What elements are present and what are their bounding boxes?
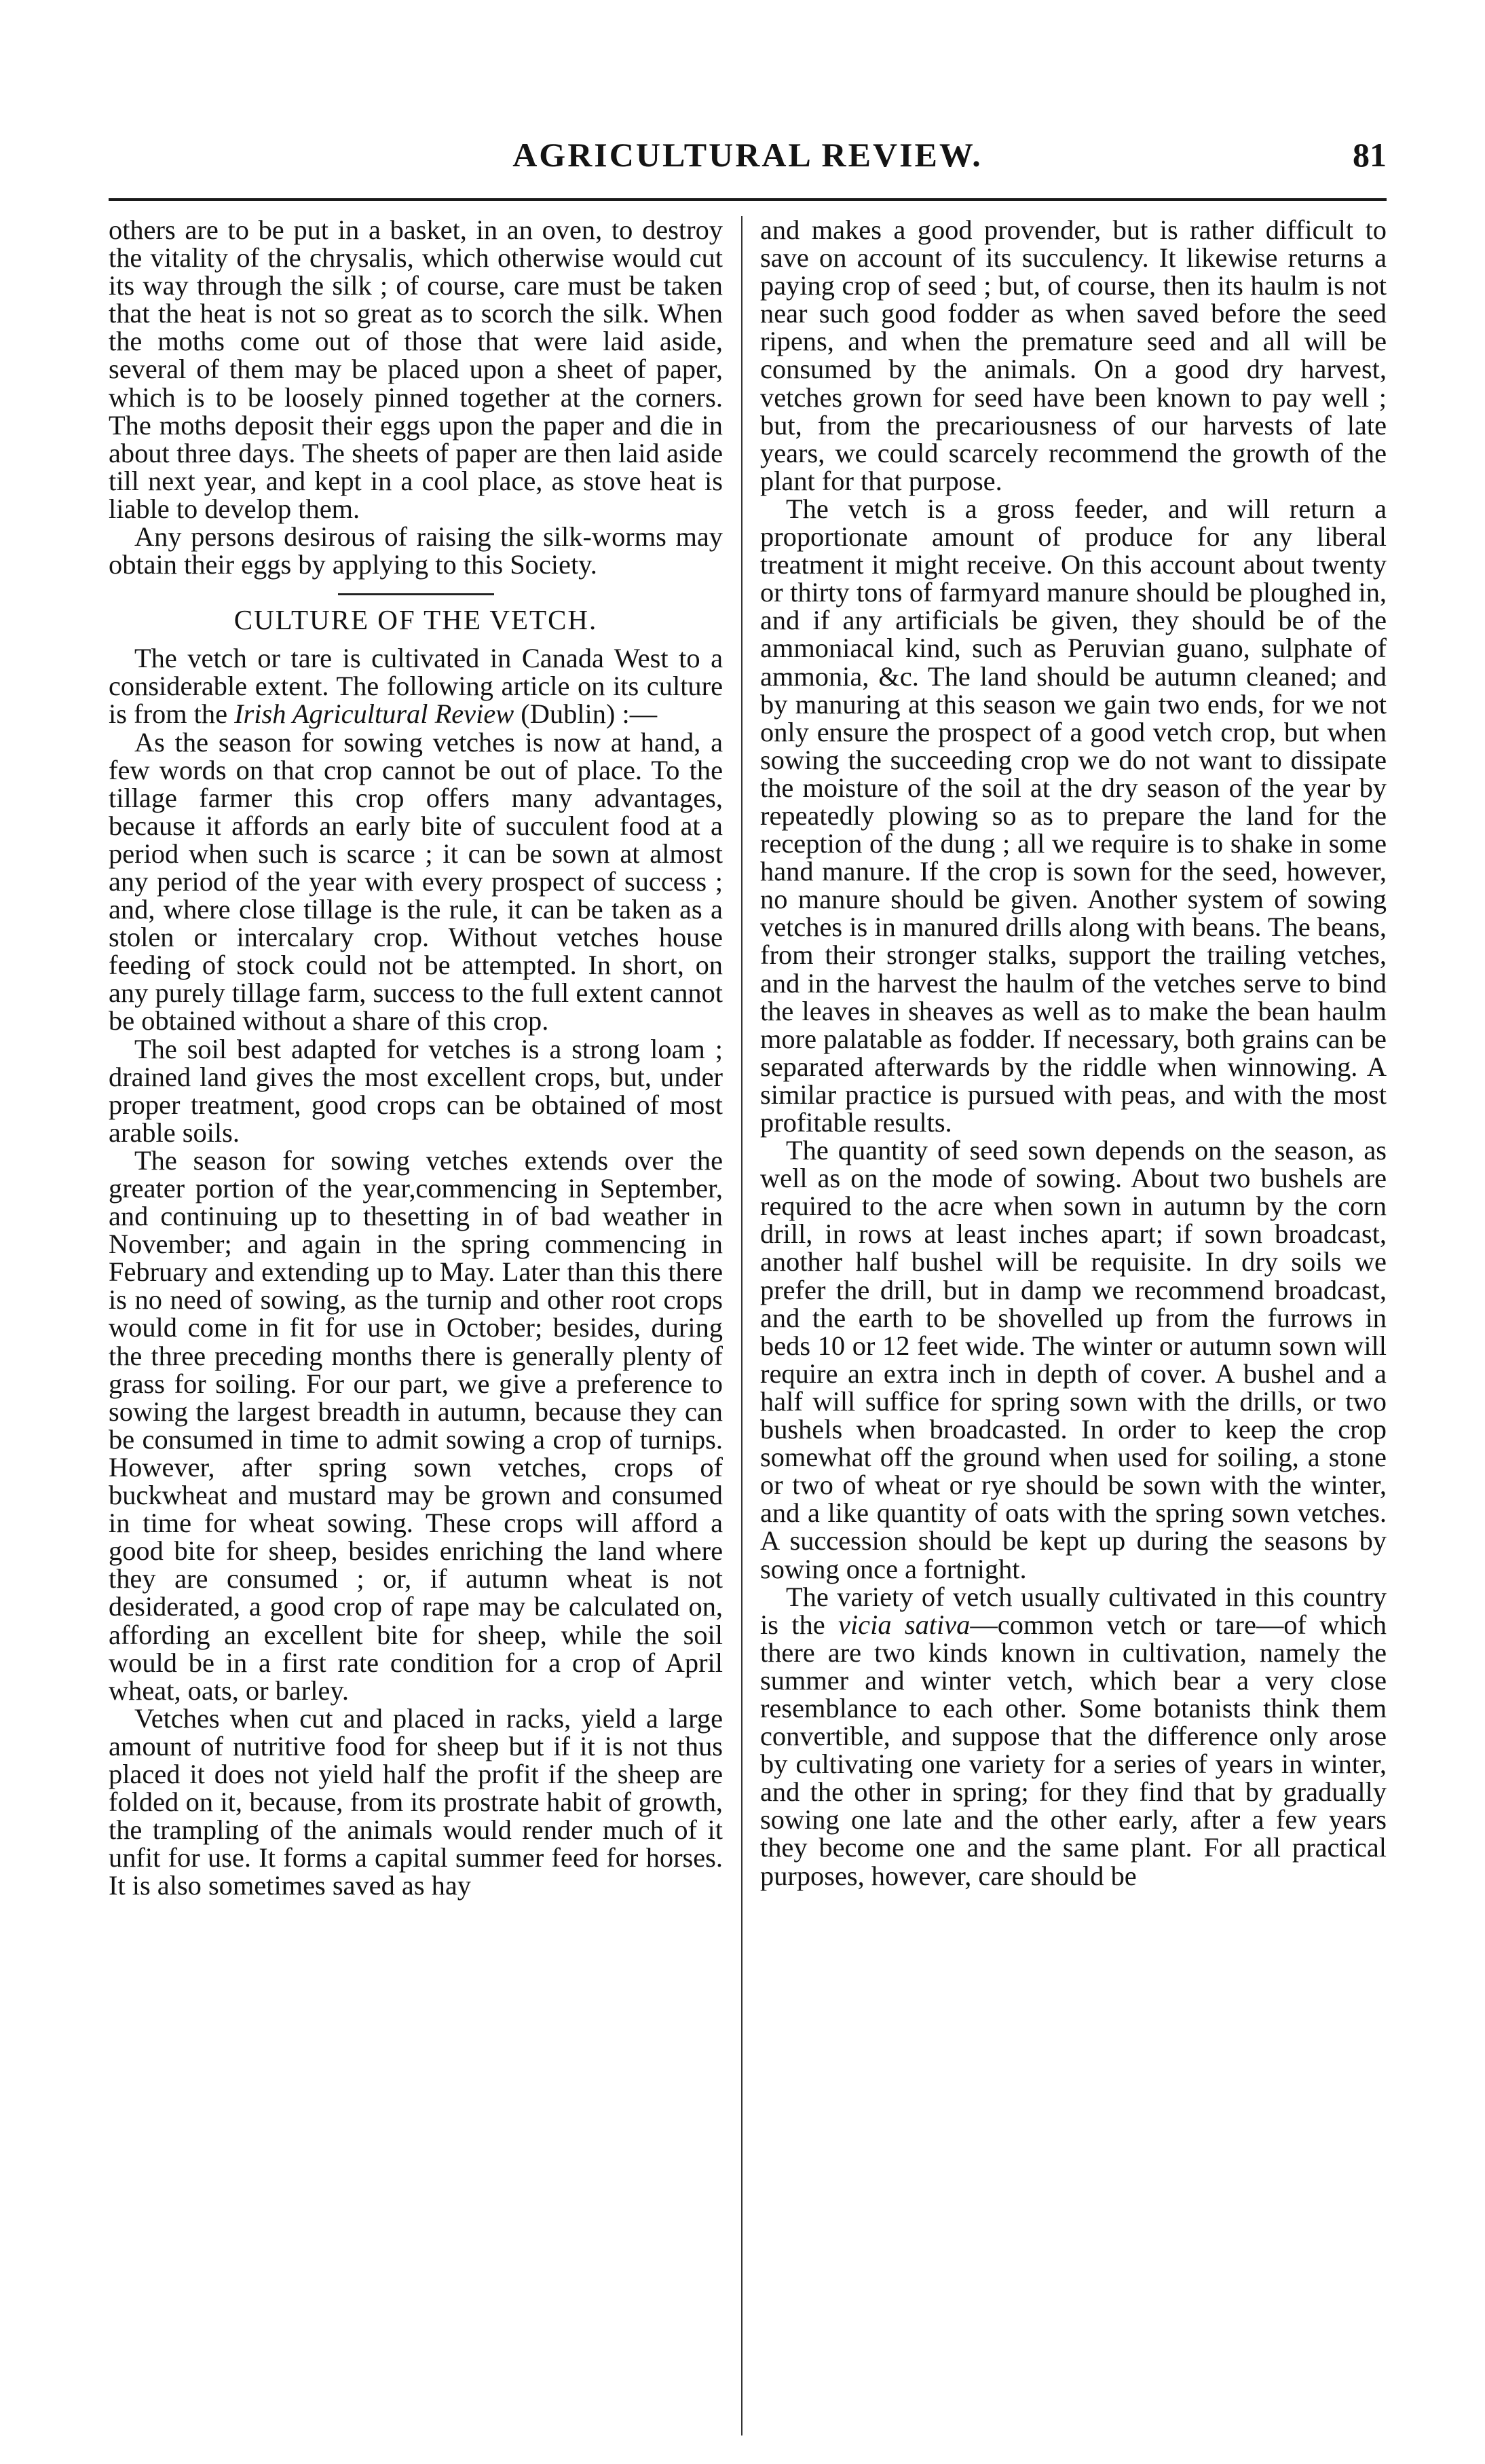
paragraph: Any persons desirous of raising the silk-worms may obtain their eggs by applying to this Society. <box>109 521 723 580</box>
variety-text: The variety of vetch usually cultivated in this country is the <box>760 1581 1387 1640</box>
source-title: Irish Agricultural Review <box>234 698 514 730</box>
column-divider <box>741 216 742 2435</box>
header-rule <box>109 198 1387 201</box>
left-column <box>109 216 723 2435</box>
intro-text-end: (Dublin) :— <box>514 698 658 730</box>
paragraph: The quantity of seed sown depends on the season, as well as on the mode of sowing. About two bushels are required to the acre when sown in autumn by the corn drill, in rows at least inches apart; if sown broadcast, another half bushel will be requisite. In dry soils we prefer the drill, but in damp we recommend broadcast, and the earth to be shovelled up from the furrows in beds 10 or 12 feet wide. The winter or autumn sown will require an extra inch in depth of cover. A bushel and a half will suffice for spring sown with the drills, or two bushels when broadcasted. In order to keep the crop somewhat off the ground when used for soiling, a stone or two of wheat or rye should be sown with the winter, and a like quantity of oats with the spring sown vetches. A succession should be kept up during the seasons by sowing once a fortnight. <box>760 1135 1387 1584</box>
running-title: AGRICULTURAL REVIEW. <box>512 136 983 174</box>
paragraph-variety <box>760 1583 1387 1890</box>
intro-text: The vetch or tare is cultivated in Canada West to a considerable extent. The following article on its culture is from the <box>109 643 723 730</box>
paragraph: The vetch is a gross feeder, and will return a proportionate amount of produce for any liberal treatment it might receive. On this account about twenty or thirty tons of farmyard manure should be ploughed in, and if any artificials be given, they should be of the ammoniacal kind, such as Peruvian guano, sulphate of ammonia, &c. The land should be autumn cleaned; and by manuring at this season we gain two ends, for we not only ensure the prospect of a good vetch crop, but when sowing the succeeding crop we do not want to dissipate the moisture of the soil at the dry season of the year by repeatedly plowing so as to prepare the land for the reception of the dung ; all we require is to shake in some hand manure. If the crop is sown for the seed, however, no manure should be given. Another system of sowing vetches is in manured drills along with beans. The beans, from their stronger stalks, support the trailing vetches, and in the harvest the haulm of the vetches serve to bind the leaves in sheaves as well as to make the bean haulm more palatable as fodder. If necessary, both grains can be separated afterwards by the riddle when winnowing. A similar practice is pursued with peas, and with the most profitable results. <box>760 493 1387 1138</box>
right-column <box>760 216 1387 2435</box>
variety-text-end: —common vetch or tare—of which there are two kinds known in cultivation, namely the summer and winter vetch, which bear a very close resemblance to each other. Some botanists think them convertible, and suppose that the difference only arose by cultivating one variety for a series of years in winter, and the other in spring; for they find that by gradually sowing one late and the other early, after a few years they become one and the same plant. For all practical purposes, however, care should be <box>760 1609 1387 1891</box>
section-divider <box>338 593 494 595</box>
paragraph: As the season for sowing vetches is now at hand, a few words on that crop cannot be out of place. To the tillage farmer this crop offers many advantages, because it affords an early bite of succulent food at a period when such is scarce ; it can be sown at almost any period of the year with every prospect of success ; and, where close tillage is the rule, it can be taken as a stolen or intercalary crop. Without vetches house feeding of stock could not be attempted. In short, on any purely tillage farm, success to the full extent cannot be obtained without a share of this crop. <box>109 726 723 1037</box>
paragraph: Vetches when cut and placed in racks, yield a large amount of nutritive food for sheep but if it is not thus placed it does not yield half the profit if the sheep are folded on it, because, from its prostrate habit of growth, the trampling of the animals would render much of it unfit for use. It forms a capital summer feed for horses. It is also sometimes saved as hay <box>109 1702 723 1901</box>
paragraph: The season for sowing vetches extends over the greater portion of the year,commencing in September, and continuing up to thesetting in of bad weather in November; and again in the spring commencing in February and extending up to May. Later than this there is no need of sowing, as the turnip and other root crops would come in fit for use in October; besides, during the three preceding months there is generally plenty of grass for soiling. For our part, we give a preference to sowing the largest breadth in autumn, because they can be consumed in time to admit sowing a crop of turnips. However, after spring sown vetches, crops of buckwheat and mustard may be grown and consumed in time for wheat sowing. These crops will afford a good bite for sheep, besides enriching the land where they are consumed ; or, if autumn wheat is not desiderated, a good crop of rape may be calculated on, affording an excellent bite for sheep, while the soil would be in a first rate condition for a crop of April wheat, oats, or barley. <box>109 1144 723 1706</box>
page-number: 81 <box>1353 136 1387 174</box>
species-name: vicia sativa <box>838 1609 971 1640</box>
section-heading: CULTURE OF THE VETCH. <box>233 604 598 636</box>
paragraph-intro <box>109 644 723 728</box>
paragraph: others are to be put in a basket, in an oven, to destroy the vitality of the chrysalis, which otherwise would cut its way through the silk ; of course, care must be taken that the heat is not so great as to scorch the silk. When the moths come out of those that were laid aside, several of them may be placed upon a sheet of paper, which is to be loosely pinned together at the corners. The moths deposit their eggs upon the paper and die in about three days. The sheets of paper are then laid aside till next year, and kept in a cool place, as stove heat is liable to develop them. <box>109 216 723 524</box>
page-header <box>109 126 1387 183</box>
paragraph: The soil best adapted for vetches is a strong loam ; drained land gives the most excellent crops, but, under proper treatment, good crops can be obtained of most arable soils. <box>109 1033 723 1148</box>
paragraph: and makes a good provender, but is rather difficult to save on account of its succulency. It likewise returns a paying crop of seed ; but, of course, then its haulm is not near such good fodder as when saved before the seed ripens, and when the premature seed and all will be consumed by the animals. On a good dry harvest, vetches grown for seed have been known to pay well ; but, from the precariousness of our harvests of late years, we could scarcely recommend the growth of the plant for that purpose. <box>760 216 1387 496</box>
